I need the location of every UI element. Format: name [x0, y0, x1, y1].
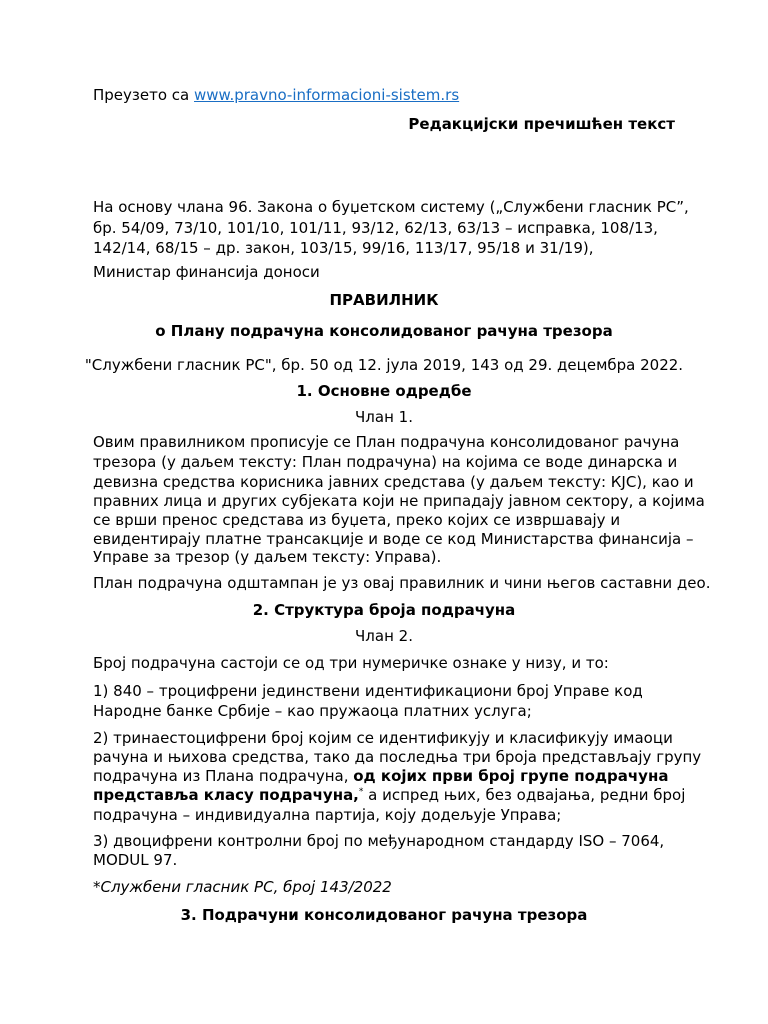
- paragraph-line: правних лица и других субјеката који не припадају јавном сектору, а којима: [93, 492, 705, 510]
- text-bold: представља класу подрачуна,: [93, 786, 359, 804]
- doc-subject-heading: о Плану подрачуна консолидованог рачуна трезора: [155, 322, 613, 340]
- preamble-line: 142/14, 68/15 – др. закон, 103/15, 99/16, 113/17, 95/18 и 31/19),: [93, 239, 594, 257]
- list-item-line: 2) тринаестоцифрени број којим се идентификују и класификују имаоци: [93, 729, 673, 747]
- issuer-line: Министар финансија доноси: [93, 263, 320, 281]
- list-item-line: подрачуна – индивидуална партија, коју додељује Управа;: [93, 806, 562, 824]
- paragraph-line: се врши пренос средстава из буџета, преко којих се извршавају и: [93, 511, 621, 529]
- paragraph-line: Управе за трезор (у даљем тексту: Управа).: [93, 548, 442, 566]
- edition-label: Редакцијски пречишћен текст: [408, 115, 675, 133]
- section-heading: 2. Структура броја подрачуна: [252, 601, 516, 619]
- list-item-line: 3) двоцифрени контролни број по међународном стандарду ISO – 7064,: [93, 832, 665, 850]
- text-plain: а испред њих, без одвајања, редни број: [363, 786, 686, 804]
- article-heading: Члан 2.: [355, 627, 413, 645]
- paragraph-line: трезора (у даљем тексту: План подрачуна) на којима се воде динарска и: [93, 453, 678, 471]
- paragraph-line: евидентирају платне трансакције и воде се код Министарства финансија –: [93, 530, 694, 548]
- footnote: *Службени гласник РС, број 143/2022: [93, 878, 392, 896]
- source-line: [93, 85, 459, 105]
- source-link[interactable]: www.pravno-informacioni-sistem.rs: [194, 86, 460, 104]
- footnote-marker: *: [358, 787, 364, 797]
- list-item-line: 1) 840 – троцифрени јединствени идентификациони број Управе код: [93, 682, 643, 700]
- preamble-line: На основу члана 96. Закона о буџетском систему („Службени гласник РС”,: [93, 198, 689, 216]
- source-prefix: Преузето са: [93, 86, 195, 104]
- text-plain: подрачуна из Плана подрачуна,: [93, 767, 354, 785]
- paragraph-line: девизна средства корисника јавних средстава (у даљем тексту: КЈС), као и: [93, 473, 694, 491]
- list-item-line: Народне банке Србије – као пружаоца платних услуга;: [93, 702, 532, 720]
- preamble-line: бр. 54/09, 73/10, 101/10, 101/11, 93/12, 62/13, 63/13 – исправка, 108/13,: [93, 219, 658, 237]
- list-item-line: [93, 766, 668, 786]
- text-bold: од којих први број групе подрачуна: [353, 767, 669, 785]
- section-heading: 1. Основне одредбе: [296, 382, 472, 400]
- article-heading: Члан 1.: [355, 408, 413, 426]
- list-item-line: [93, 785, 685, 805]
- list-item-line: рачуна и њихова средства, тако да последња три броја представљају групу: [93, 748, 702, 766]
- list-item-line: MODUL 97.: [93, 851, 178, 869]
- gazette-reference: "Службени гласник РС", бр. 50 од 12. јула 2019, 143 од 29. децембра 2022.: [84, 356, 684, 374]
- doc-type-heading: ПРАВИЛНИК: [329, 291, 439, 309]
- paragraph-line: Број подрачуна састоји се од три нумеричке ознаке у низу, и то:: [93, 654, 609, 672]
- paragraph-line: План подрачуна одштампан је уз овај правилник и чини његов саставни део.: [93, 574, 711, 592]
- section-heading: 3. Подрачуни консолидованог рачуна трезора: [180, 906, 588, 924]
- paragraph-line: Овим правилником прописује се План подрачуна консолидованог рачуна: [93, 433, 680, 451]
